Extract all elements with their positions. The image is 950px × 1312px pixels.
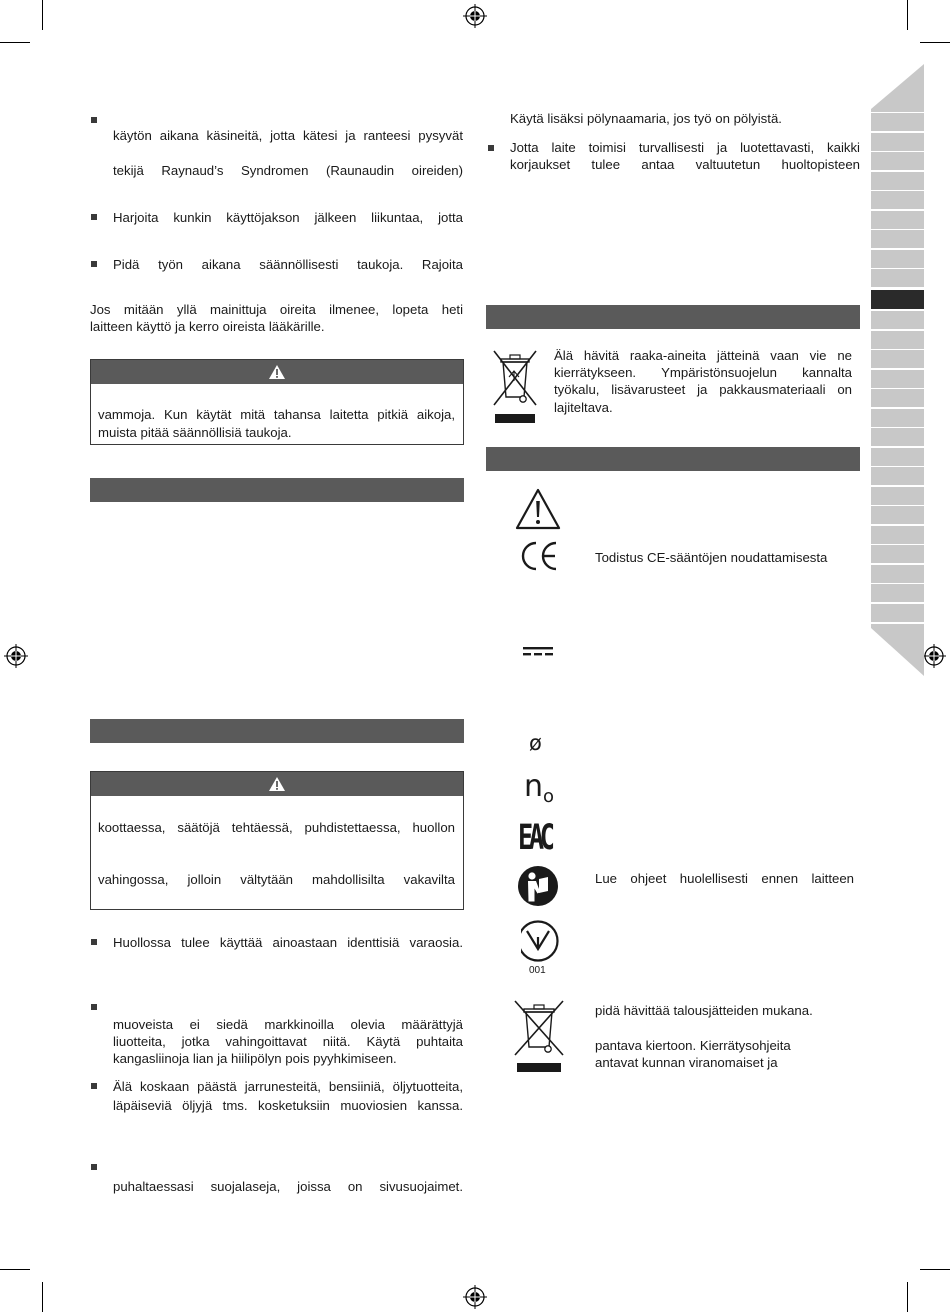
- language-tab: [871, 113, 924, 131]
- bullet: [91, 261, 97, 267]
- registration-mark-icon: [463, 1285, 487, 1309]
- warning-box: [90, 771, 464, 910]
- section-heading-bar: [486, 447, 860, 471]
- registration-mark-icon: [4, 644, 28, 668]
- bullet-text: liuotteita, jotka vahingoittavat niitä. Käytä puhtaita: [113, 1034, 463, 1049]
- ce-mark-icon: [518, 540, 560, 572]
- no-load-speed-letter: n: [524, 769, 544, 804]
- language-tab: [871, 133, 924, 151]
- bullet-text: Harjoita kunkin käyttöjakson jälkeen liikuntaa, jotta: [113, 210, 463, 225]
- warning-header: [91, 772, 463, 796]
- section-heading-bar: [90, 478, 464, 502]
- read-manual-text: Lue ohjeet huolellisesti ennen laitteen: [595, 871, 854, 886]
- no-load-speed-symbol: [524, 770, 554, 814]
- warning-text: vammoja. Kun käytät mitä tahansa laitetta pitkiä aikoja,: [98, 407, 455, 422]
- tab-strip-top: [871, 64, 924, 112]
- weee-text: pantava kiertoon. Kierrätysohjeita: [595, 1038, 791, 1053]
- bullet: [91, 214, 97, 220]
- language-tab: [871, 526, 924, 544]
- language-tab: [871, 311, 924, 329]
- language-tab: [871, 191, 924, 209]
- warning-triangle-icon: [268, 776, 286, 792]
- section-heading-bar: [90, 719, 464, 743]
- environment-text: Älä hävitä raaka-aineita jätteinä vaan vie ne: [554, 348, 852, 363]
- eac-mark-icon: EAC: [518, 818, 551, 858]
- ukrainian-conformity-code: 001: [529, 965, 546, 976]
- warning-text: koottaessa, säätöjä tehtäessä, puhdistettaessa, huollon: [98, 820, 455, 835]
- language-tab: [871, 269, 924, 287]
- crop-mark: [920, 42, 950, 43]
- crop-mark: [0, 1269, 30, 1270]
- environment-text: lajiteltava.: [554, 400, 613, 415]
- crop-mark: [907, 1282, 908, 1312]
- warning-text: vahingossa, jolloin vältytään mahdollisilta vakavilta: [98, 872, 455, 887]
- bullet-text: korjaukset tulee antaa valtuutetun huoltopisteen: [510, 157, 860, 172]
- language-tab: [871, 172, 924, 190]
- bullet-text: muoveista ei siedä markkinoilla olevia määrättyjä: [113, 1017, 463, 1032]
- registration-mark-icon: [922, 644, 946, 668]
- language-tab: [871, 389, 924, 407]
- read-manual-icon: [517, 865, 559, 907]
- diameter-symbol: ø: [529, 731, 542, 755]
- crop-mark: [920, 1269, 950, 1270]
- paragraph-line: käytön aikana käsineitä, jotta kätesi ja ranteesi pysyvät: [113, 128, 463, 143]
- bullet: [91, 117, 97, 123]
- bullet-text: läpäiseviä öljyjä tms. kosketuksiin muoviosien kanssa.: [113, 1098, 463, 1113]
- language-tab: [871, 506, 924, 524]
- language-tab: [871, 152, 924, 170]
- language-tab: [871, 428, 924, 446]
- language-tab-active: [871, 290, 924, 309]
- language-tab: [871, 350, 924, 368]
- ce-text: Todistus CE-sääntöjen noudattamisesta: [595, 550, 828, 565]
- language-tab: [871, 230, 924, 248]
- environment-text: työkalu, lisävarusteet ja pakkausmateriaali on: [554, 382, 852, 397]
- bullet-text: Älä koskaan päästä jarrunesteitä, bensiiniä, öljytuotteita,: [113, 1079, 463, 1094]
- section-heading-bar: [486, 305, 860, 329]
- paragraph-line: Käytä lisäksi pölynaamaria, jos työ on pölyistä.: [510, 111, 782, 126]
- language-tab: [871, 545, 924, 563]
- bullet-text: Jotta laite toimisi turvallisesti ja luotettavasti, kaikki: [510, 140, 860, 155]
- warning-triangle-icon: [268, 364, 286, 380]
- bullet: [91, 1083, 97, 1089]
- bullet: [91, 939, 97, 945]
- paragraph-line: laitteen käyttö ja kerro oireista lääkärille.: [90, 319, 325, 334]
- language-tab: [871, 211, 924, 229]
- bullet-text: kangasliinoja lian ja hiilipölyn pois pyyhkimiseen.: [113, 1051, 397, 1066]
- language-tab: [871, 331, 924, 349]
- crop-mark: [42, 0, 43, 30]
- warning-header: [91, 360, 463, 384]
- environment-text: kierrätykseen. Ympäristönsuojelun kannalta: [554, 365, 852, 380]
- crossed-bin-icon: [490, 347, 540, 425]
- crop-mark: [907, 0, 908, 30]
- language-tab: [871, 584, 924, 602]
- direct-current-icon: [522, 646, 554, 658]
- crop-mark: [42, 1282, 43, 1312]
- weee-bin-icon: [512, 997, 566, 1073]
- language-tab: [871, 565, 924, 583]
- bullet-text: Pidä työn aikana säännöllisesti taukoja. Rajoita: [113, 257, 463, 272]
- language-tab: [871, 250, 924, 268]
- tab-strip-bottom: [871, 624, 924, 676]
- weee-text: pidä hävittää talousjätteiden mukana.: [595, 1003, 813, 1018]
- bullet-text: puhaltaessasi suojalaseja, joissa on sivusuojaimet.: [113, 1179, 463, 1194]
- no-load-speed-subscript: o: [543, 786, 555, 807]
- language-tab: [871, 467, 924, 485]
- bullet-text: Huollossa tulee käyttää ainoastaan identtisiä varaosia.: [113, 935, 463, 950]
- warning-triangle-icon: [514, 487, 562, 531]
- language-tab: [871, 604, 924, 622]
- language-tab: [871, 409, 924, 427]
- warning-text: muista pitää säännöllisiä taukoja.: [98, 425, 292, 440]
- bullet: [91, 1004, 97, 1010]
- language-tab: [871, 448, 924, 466]
- language-tab: [871, 487, 924, 505]
- bullet: [91, 1164, 97, 1170]
- paragraph-line: Jos mitään yllä mainittuja oireita ilmenee, lopeta heti: [90, 302, 463, 317]
- language-tab: [871, 370, 924, 388]
- ukrainian-conformity-icon: [516, 917, 560, 965]
- crop-mark: [0, 42, 30, 43]
- bullet: [488, 145, 494, 151]
- paragraph-line: tekijä Raynaud’s Syndromen (Raunaudin oireiden): [113, 163, 463, 178]
- registration-mark-icon: [463, 4, 487, 28]
- weee-text: antavat kunnan viranomaiset ja: [595, 1055, 778, 1070]
